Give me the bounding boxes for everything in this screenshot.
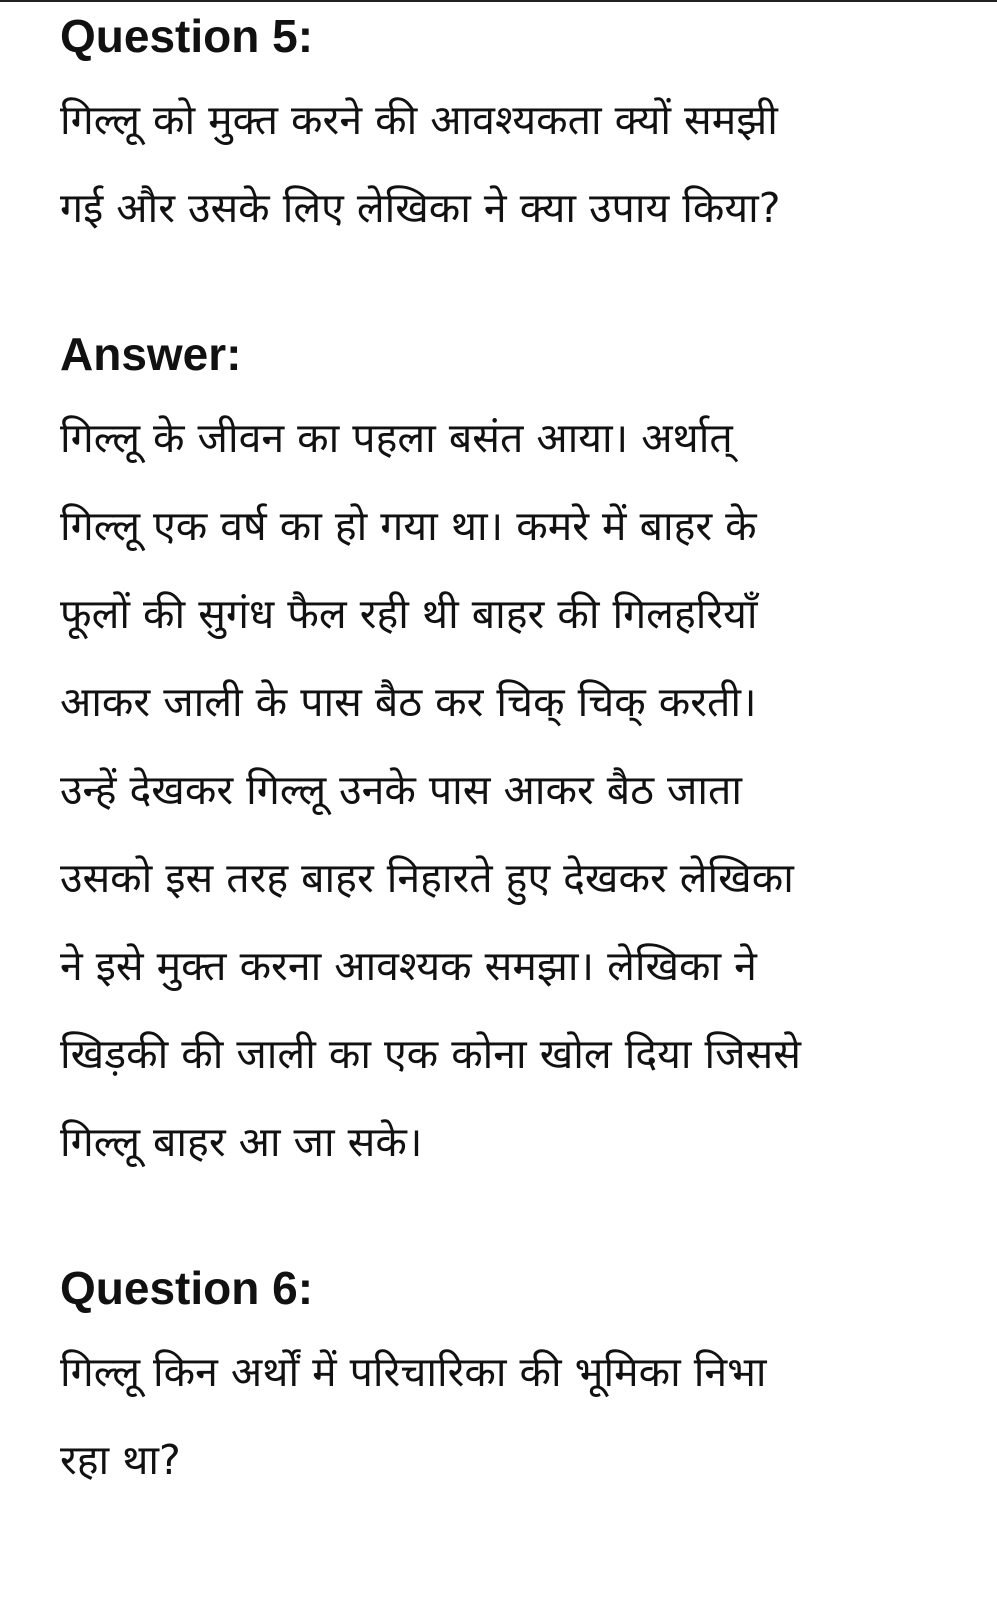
question-6-line: गिल्लू किन अर्थों में परिचारिका की भूमिका निभा <box>60 1348 767 1396</box>
answer-line: उन्हें देखकर गिल्लू उनके पास आकर बैठ जाता <box>60 766 743 814</box>
answer-line: फूलों की सुगंध फैल रही थी बाहर की गिलहरियाँ <box>60 590 758 638</box>
question-6-block <box>60 1260 990 1504</box>
answer-line: आकर जाली के पास बैठ कर चिक् चिक् करती। <box>60 678 757 726</box>
qa-content <box>60 8 990 1504</box>
question-6-line: रहा था? <box>60 1436 181 1484</box>
answer-line: गिल्लू बाहर आ जा सके। <box>60 1118 423 1166</box>
answer-line: खिड़की की जाली का एक कोना खोल दिया जिससे <box>60 1030 801 1078</box>
top-divider <box>0 0 997 2</box>
question-6-label: Question 6: <box>60 1262 314 1314</box>
question-5-label: Question 5: <box>60 10 314 62</box>
answer-line: गिल्लू एक वर्ष का हो गया था। कमरे में बाहर के <box>60 502 757 550</box>
question-5-line: गिल्लू को मुक्त करने की आवश्यकता क्यों समझी <box>60 96 778 144</box>
answer-5-block <box>60 326 990 1186</box>
question-5-block <box>60 8 990 252</box>
answer-line: उसको इस तरह बाहर निहारते हुए देखकर लेखिका <box>60 854 794 902</box>
question-5-line: गई और उसके लिए लेखिका ने क्या उपाय किया? <box>60 184 781 232</box>
answer-line: ने इसे मुक्त करना आवश्यक समझा। लेखिका ने <box>60 942 757 990</box>
answer-line: गिल्लू के जीवन का पहला बसंत आया। अर्थात् <box>60 414 733 462</box>
answer-label: Answer: <box>60 328 242 380</box>
